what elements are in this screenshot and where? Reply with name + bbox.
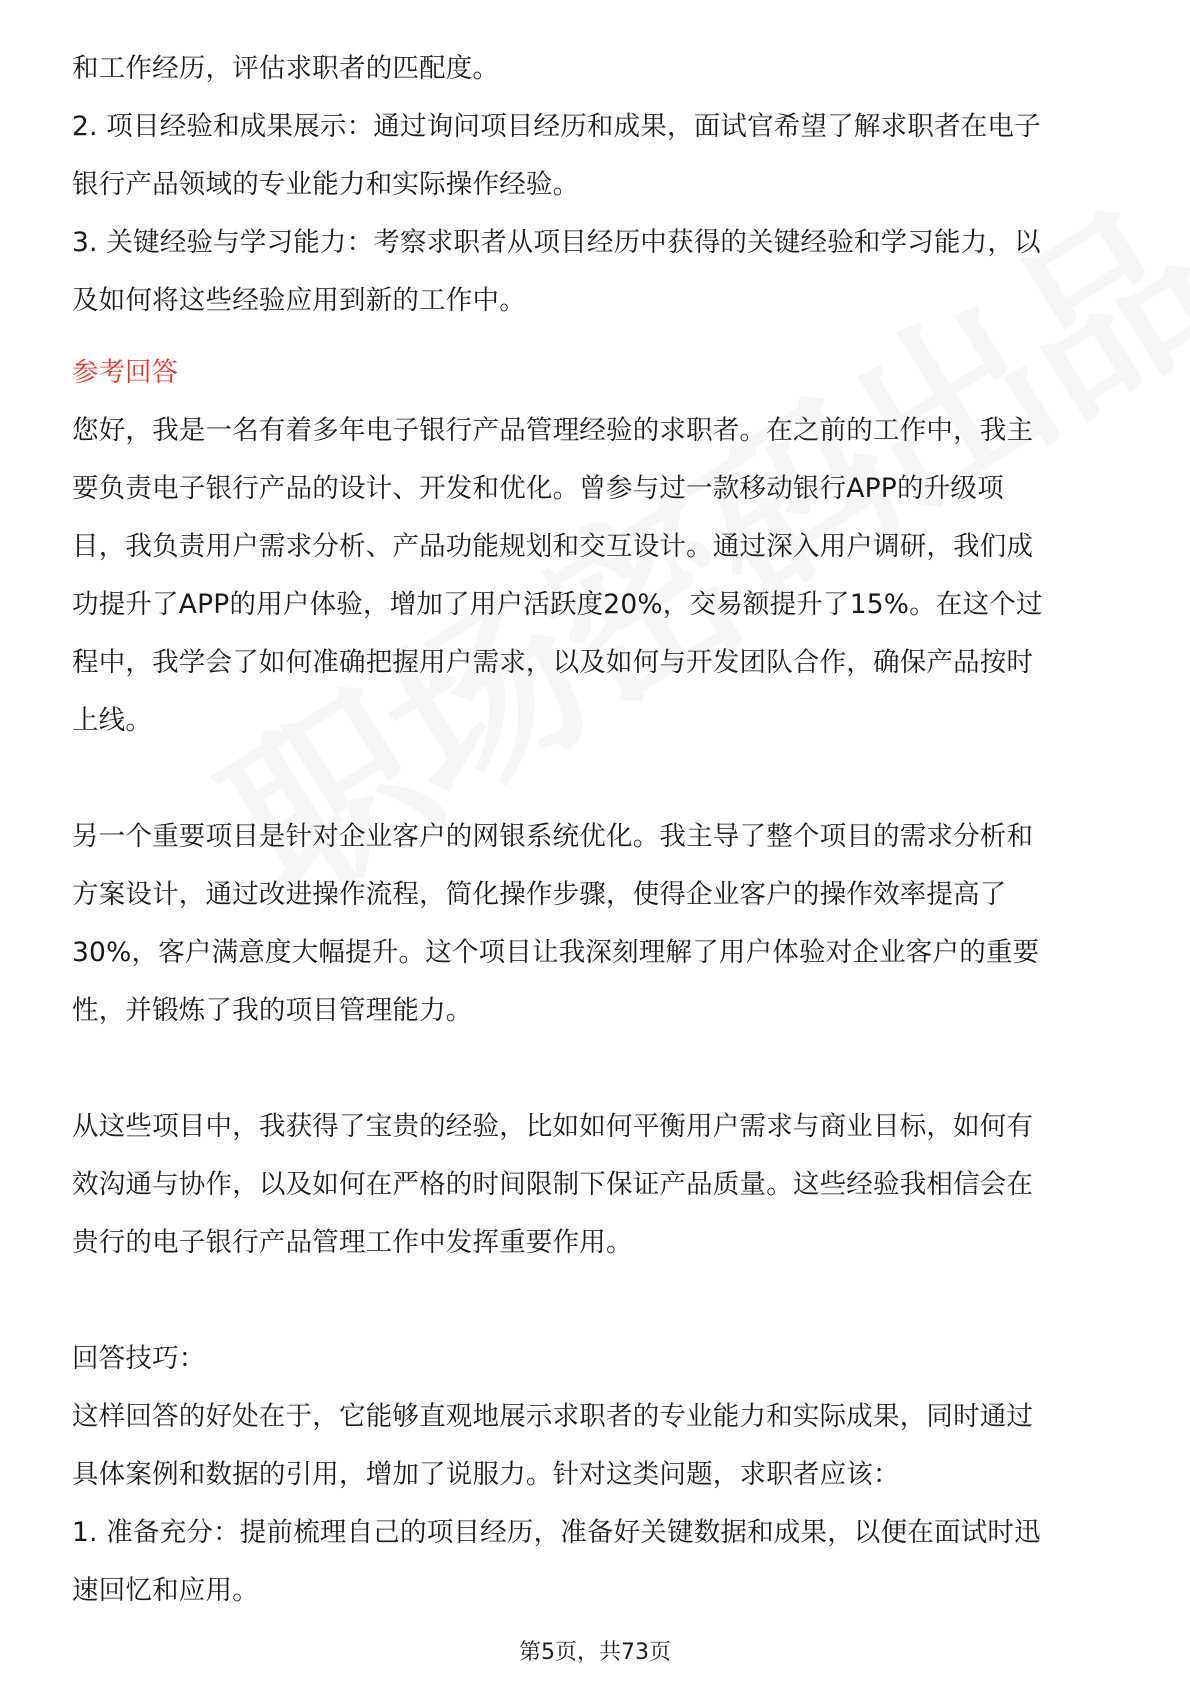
answer-paragraph-2 [72, 808, 1118, 1040]
text-line: 另一个重要项目是针对企业客户的网银系统优化。我主导了整个项目的需求分析和 [72, 821, 1034, 852]
text-line: 方案设计，通过改进操作流程，简化操作步骤，使得企业客户的操作效率提高了 [72, 879, 1007, 910]
reference-answer-heading: 参考回答 [72, 357, 178, 388]
paragraph-gap [72, 1272, 1118, 1330]
text-line: 贵行的电子银行产品管理工作中发挥重要作用。 [72, 1227, 633, 1258]
intro-section [72, 40, 1118, 330]
answer-paragraph-3 [72, 1098, 1118, 1272]
text-line: 速回忆和应用。 [72, 1575, 259, 1606]
text-line: 这样回答的好处在于，它能够直观地展示求职者的专业能力和实际成果，同时通过 [72, 1401, 1034, 1432]
text-line: 效沟通与协作，以及如何在严格的时间限制下保证产品质量。这些经验我相信会在 [72, 1169, 1034, 1200]
text-line: 3. 关键经验与学习能力：考察求职者从项目经历中获得的关键经验和学习能力，以 [72, 227, 1041, 258]
text-line: 及如何将这些经验应用到新的工作中。 [72, 285, 526, 316]
tips-heading: 回答技巧： [72, 1343, 206, 1374]
text-line: 从这些项目中，我获得了宝贵的经验，比如如何平衡用户需求与商业目标，如何有 [72, 1111, 1034, 1142]
text-line: 30%，客户满意度大幅提升。这个项目让我深刻理解了用户体验对企业客户的重要 [72, 937, 1040, 968]
text-line: 功提升了APP的用户体验，增加了用户活跃度20%，交易额提升了15%。在这个过 [72, 589, 1043, 620]
text-line: 上线。 [72, 705, 153, 736]
answer-paragraph-1 [72, 402, 1118, 750]
text-line: 银行产品领域的专业能力和实际操作经验。 [72, 169, 580, 200]
text-line: 性，并锻炼了我的项目管理能力。 [72, 995, 473, 1026]
text-line: 程中，我学会了如何准确把握用户需求，以及如何与开发团队合作，确保产品按时 [72, 647, 1034, 678]
paragraph-gap [72, 1040, 1118, 1098]
tips-section [72, 1330, 1118, 1620]
text-line: 目，我负责用户需求分析、产品功能规划和交互设计。通过深入用户调研，我们成 [72, 531, 1034, 562]
text-line: 1. 准备充分：提前梳理自己的项目经历，准备好关键数据和成果，以便在面试时迅 [72, 1517, 1041, 1548]
text-line: 您好，我是一名有着多年电子银行产品管理经验的求职者。在之前的工作中，我主 [72, 415, 1034, 446]
paragraph-gap [72, 750, 1118, 808]
text-line: 具体案例和数据的引用，增加了说服力。针对这类问题，求职者应该： [72, 1459, 900, 1490]
text-line: 2. 项目经验和成果展示：通过询问项目经历和成果，面试官希望了解求职者在电子 [72, 111, 1041, 142]
text-line: 和工作经历，评估求职者的匹配度。 [72, 53, 500, 84]
document-page [72, 0, 1118, 1620]
page-number-footer: 第5页，共73页 [519, 1640, 671, 1665]
text-line: 要负责电子银行产品的设计、开发和优化。曾参与过一款移动银行APP的升级项 [72, 473, 1004, 504]
